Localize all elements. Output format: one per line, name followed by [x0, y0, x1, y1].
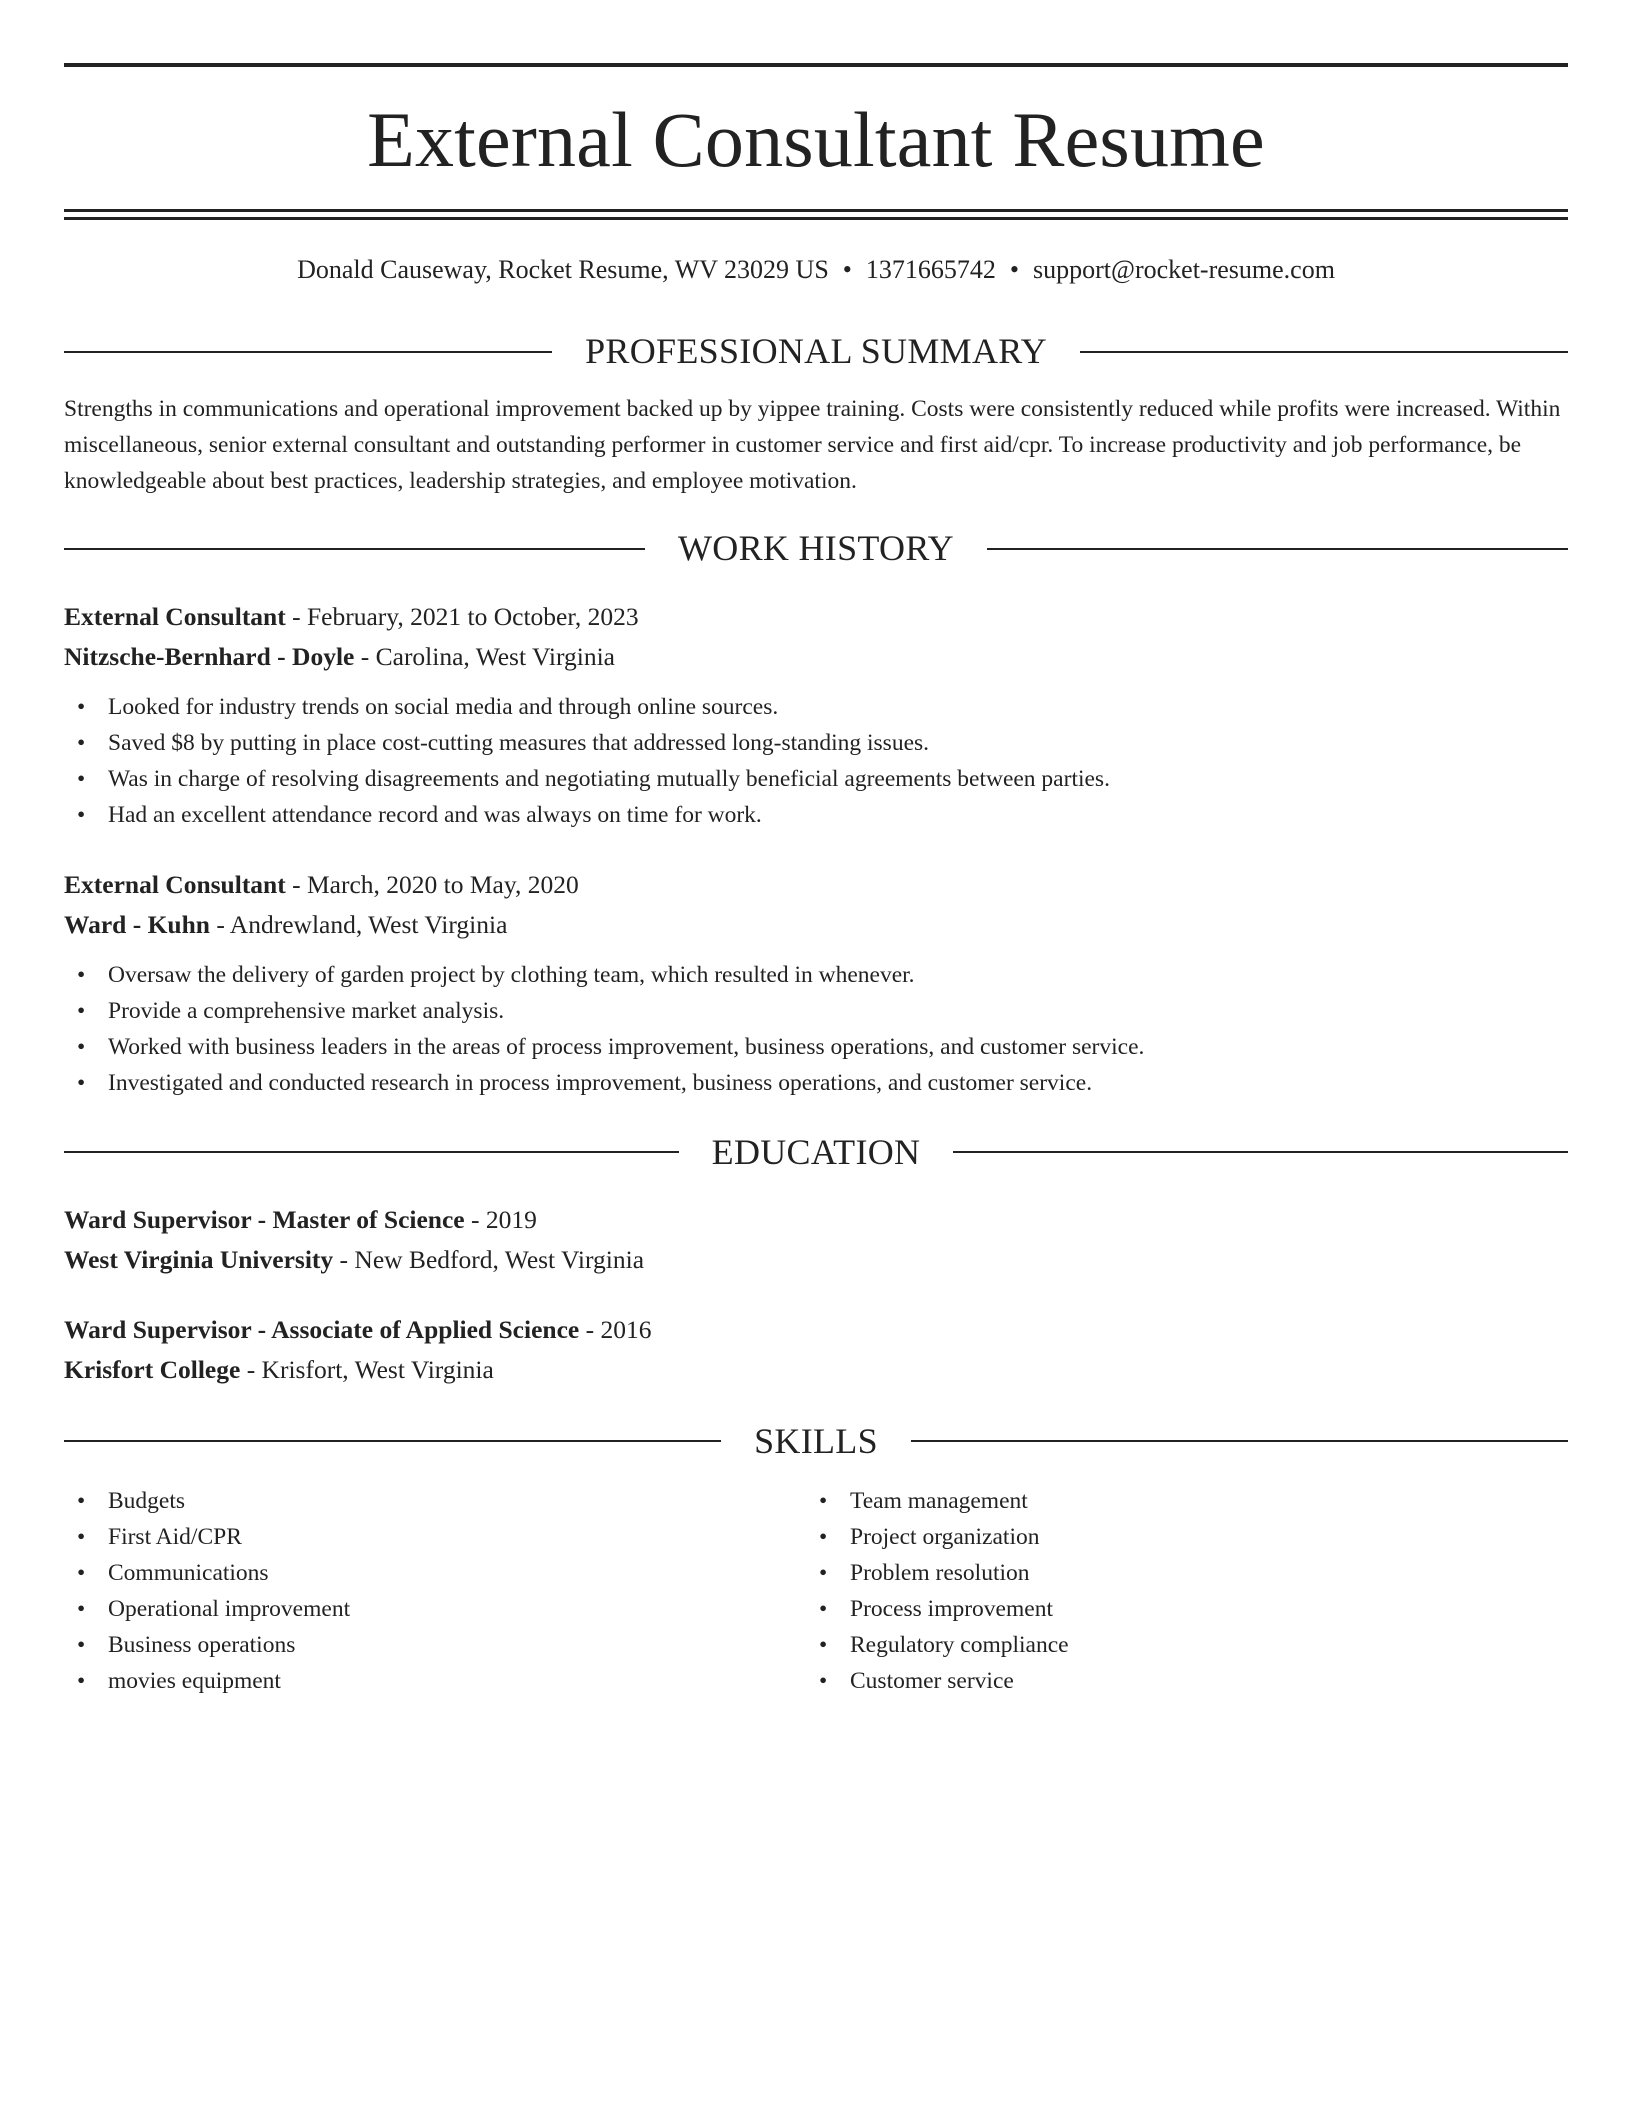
list-item: • Saved $8 by putting in place cost-cutting measures that addressed long-standing issues.	[64, 725, 1568, 761]
skill-item: • Team management	[806, 1483, 1548, 1519]
education-school: Krisfort College	[64, 1354, 241, 1384]
job-title-line	[64, 597, 1568, 637]
job-bullets	[64, 689, 1568, 833]
job-bullets	[64, 957, 1568, 1101]
heading-rule-right	[953, 1151, 1568, 1153]
education-year: - 2016	[579, 1314, 652, 1344]
education-degree-line	[64, 1310, 1568, 1350]
education-entry	[64, 1310, 1568, 1390]
education-school-line	[64, 1240, 1568, 1280]
contact-email: support@rocket-resume.com	[1033, 255, 1335, 284]
heading-rule-right	[911, 1440, 1568, 1442]
education-degree-line	[64, 1200, 1568, 1240]
skill-item: • Communications	[64, 1555, 806, 1591]
skills-grid	[64, 1483, 1568, 1699]
heading-rule-right	[1080, 351, 1568, 353]
job-company-line	[64, 637, 1568, 677]
education-school-line	[64, 1350, 1568, 1390]
list-item: • Had an excellent attendance record and was always on time for work.	[64, 797, 1568, 833]
skills-list-left	[64, 1483, 806, 1699]
job-title: External Consultant	[64, 869, 286, 899]
contact-separator: •	[842, 255, 852, 284]
education-location: - New Bedford, West Virginia	[333, 1244, 645, 1274]
skill-item: • Budgets	[64, 1483, 806, 1519]
skill-item: • Operational improvement	[64, 1591, 806, 1627]
contact-line	[64, 254, 1568, 285]
skill-item: • Business operations	[64, 1627, 806, 1663]
education-degree: Ward Supervisor - Master of Science	[64, 1204, 465, 1234]
education-degree: Ward Supervisor - Associate of Applied Science	[64, 1314, 580, 1344]
job-title-line	[64, 865, 1568, 905]
heading-rule-right	[987, 548, 1568, 550]
skill-item: • Customer service	[806, 1663, 1548, 1699]
list-item: • Provide a comprehensive market analysis.	[64, 993, 1568, 1029]
heading-rule-left	[64, 1440, 721, 1442]
title-double-rule	[64, 209, 1568, 220]
skill-item: • First Aid/CPR	[64, 1519, 806, 1555]
education-heading-label: EDUCATION	[711, 1131, 921, 1172]
job-company-line	[64, 905, 1568, 945]
list-item: • Oversaw the delivery of garden project by clothing team, which resulted in whenever.	[64, 957, 1568, 993]
list-item: • Looked for industry trends on social media and through online sources.	[64, 689, 1568, 725]
contact-address: Donald Causeway, Rocket Resume, WV 23029 US	[297, 255, 829, 284]
summary-heading-label: PROFESSIONAL SUMMARY	[585, 331, 1047, 372]
summary-text: Strengths in communications and operational improvement backed up by yippee training. Costs were consistently reduced while profits were increased. Within miscellaneous, senior external consultant and outstanding performer in customer service and first aid/cpr. To increase productivity and job performance, be knowledgeable about best practices, leadership strategies, and employee motivation.	[64, 396, 1561, 495]
skills-heading-label: SKILLS	[754, 1420, 878, 1461]
job-title: External Consultant	[64, 601, 286, 631]
skill-item: • Project organization	[806, 1519, 1548, 1555]
education-school: West Virginia University	[64, 1244, 334, 1274]
contact-separator: •	[1009, 255, 1020, 284]
heading-rule-left	[64, 1151, 679, 1153]
list-item: • Was in charge of resolving disagreements and negotiating mutually beneficial agreements between parties.	[64, 761, 1568, 797]
skill-item: • Problem resolution	[806, 1555, 1548, 1591]
job-entry	[64, 597, 1568, 833]
job-company: Nitzsche-Bernhard - Doyle	[64, 641, 355, 671]
education-year: - 2019	[464, 1204, 537, 1234]
skills-list-right	[806, 1483, 1548, 1699]
job-company: Ward - Kuhn	[64, 909, 210, 939]
skill-item: • movies equipment	[64, 1663, 806, 1699]
work-heading-label: WORK HISTORY	[678, 528, 954, 569]
skills-column-right	[806, 1483, 1548, 1699]
education-entry	[64, 1200, 1568, 1280]
list-item: • Worked with business leaders in the areas of process improvement, business operations, and customer service.	[64, 1029, 1568, 1065]
heading-rule-left	[64, 548, 645, 550]
skills-section-heading	[64, 1420, 1568, 1463]
list-item: • Investigated and conducted research in process improvement, business operations, and customer service.	[64, 1065, 1568, 1101]
job-location: - Carolina, West Virginia	[354, 641, 615, 671]
skill-item: • Process improvement	[806, 1591, 1548, 1627]
job-dates: - March, 2020 to May, 2020	[285, 869, 579, 899]
education-location: - Krisfort, West Virginia	[240, 1354, 494, 1384]
skills-column-left	[64, 1483, 806, 1699]
job-location: - Andrewland, West Virginia	[209, 909, 508, 939]
top-rule	[64, 63, 1568, 67]
summary-section-heading	[64, 330, 1568, 373]
job-entry	[64, 865, 1568, 1101]
contact-phone: 1371665742	[865, 255, 996, 284]
heading-rule-left	[64, 351, 552, 353]
skill-item: • Regulatory compliance	[806, 1627, 1548, 1663]
work-section-heading	[64, 527, 1568, 570]
job-dates: - February, 2021 to October, 2023	[285, 601, 639, 631]
education-section-heading	[64, 1131, 1568, 1174]
page-title: External Consultant Resume	[367, 96, 1265, 183]
